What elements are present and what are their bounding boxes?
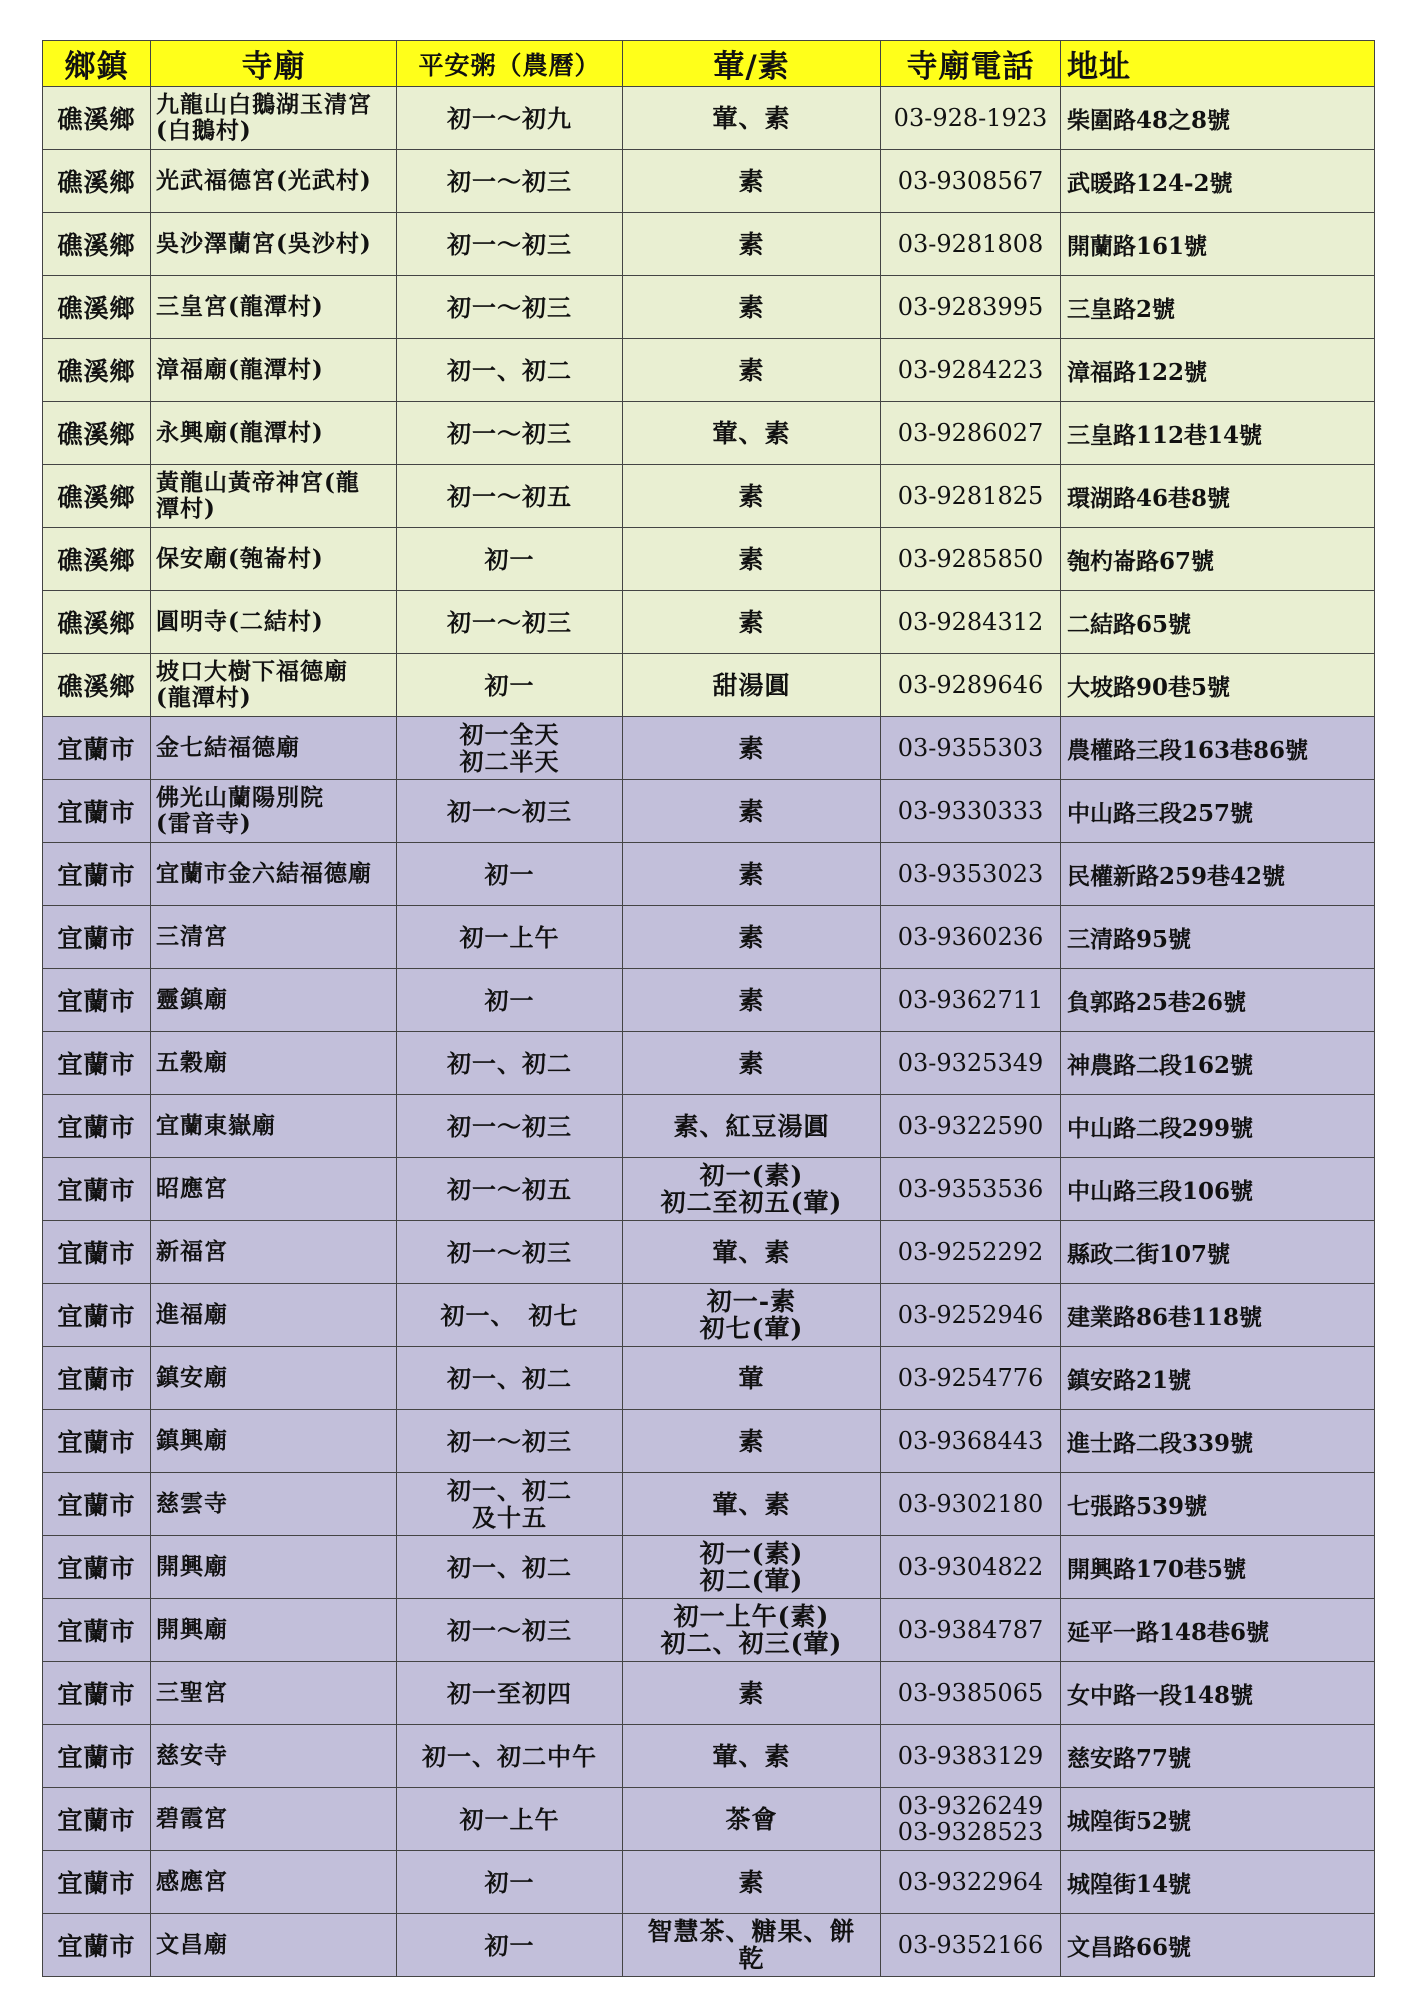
address-cell: 負郭路25巷26號 [1061,969,1375,1032]
table-row [43,1914,1375,1977]
porridge-date-cell: 初一 [397,1851,623,1914]
temple-cell: 漳福廟(龍潭村) [151,339,397,402]
temple-cell: 九龍山白鵝湖玉清宮 (白鵝村) [151,87,397,150]
porridge-date-cell: 初一～初五 [397,465,623,528]
food-type-cell: 素 [623,591,881,654]
porridge-date-cell: 初一～初三 [397,1221,623,1284]
header-food: 葷/素 [623,41,881,87]
address-cell: 柴圍路48之8號 [1061,87,1375,150]
town-cell: 礁溪鄉 [43,213,151,276]
porridge-date-cell: 初一、初二 [397,1347,623,1410]
table-row [43,1347,1375,1410]
town-cell: 宜蘭市 [43,1473,151,1536]
table-row [43,402,1375,465]
food-type-cell: 甜湯圓 [623,654,881,717]
table-row [43,1788,1375,1851]
address-cell: 進士路二段339號 [1061,1410,1375,1473]
phone-cell: 03-9368443 [881,1410,1061,1473]
temple-cell: 坡口大樹下福德廟 (龍潭村) [151,654,397,717]
food-type-cell: 素 [623,150,881,213]
temple-cell: 圓明寺(二結村) [151,591,397,654]
table-row [43,339,1375,402]
food-type-cell: 素 [623,1851,881,1914]
table-row [43,654,1375,717]
header-phone: 寺廟電話 [881,41,1061,87]
porridge-date-cell: 初一 [397,843,623,906]
temple-cell: 吳沙澤蘭宮(吳沙村) [151,213,397,276]
table-row [43,1032,1375,1095]
temple-cell: 黃龍山黃帝神宮(龍 潭村) [151,465,397,528]
temple-cell: 碧霞宮 [151,1788,397,1851]
table-row [43,843,1375,906]
temple-cell: 開興廟 [151,1599,397,1662]
address-cell: 神農路二段162號 [1061,1032,1375,1095]
porridge-date-cell: 初一～初三 [397,402,623,465]
address-cell: 三皇路2號 [1061,276,1375,339]
phone-cell: 03-9322590 [881,1095,1061,1158]
address-cell: 延平一路148巷6號 [1061,1599,1375,1662]
porridge-date-cell: 初一至初四 [397,1662,623,1725]
table-row [43,213,1375,276]
address-cell: 匏杓崙路67號 [1061,528,1375,591]
phone-cell: 03-9360236 [881,906,1061,969]
header-row [43,41,1375,87]
porridge-date-cell: 初一、初二 [397,1032,623,1095]
porridge-date-cell: 初一、 初七 [397,1284,623,1347]
table-row [43,780,1375,843]
food-type-cell: 葷、素 [623,402,881,465]
food-type-cell: 素 [623,339,881,402]
town-cell: 礁溪鄉 [43,528,151,591]
phone-cell: 03-9285850 [881,528,1061,591]
town-cell: 宜蘭市 [43,1158,151,1221]
town-cell: 礁溪鄉 [43,276,151,339]
food-type-cell: 初一(素) 初二至初五(葷) [623,1158,881,1221]
food-type-cell: 素 [623,276,881,339]
porridge-date-cell: 初一～初三 [397,1599,623,1662]
town-cell: 宜蘭市 [43,1032,151,1095]
table-row [43,717,1375,780]
header-town: 鄉鎮 [43,41,151,87]
address-cell: 城隍街52號 [1061,1788,1375,1851]
table-row [43,969,1375,1032]
temple-porridge-table [42,40,1375,1977]
temple-cell: 靈鎮廟 [151,969,397,1032]
phone-cell: 03-9383129 [881,1725,1061,1788]
phone-cell: 03-9284223 [881,339,1061,402]
table-row [43,1725,1375,1788]
food-type-cell: 茶會 [623,1788,881,1851]
phone-cell: 03-9353536 [881,1158,1061,1221]
town-cell: 宜蘭市 [43,1095,151,1158]
temple-cell: 慈雲寺 [151,1473,397,1536]
table-row [43,87,1375,150]
address-cell: 農權路三段163巷86號 [1061,717,1375,780]
phone-cell: 03-9384787 [881,1599,1061,1662]
town-cell: 礁溪鄉 [43,150,151,213]
address-cell: 慈安路77號 [1061,1725,1375,1788]
food-type-cell: 初一上午(素) 初二、初三(葷) [623,1599,881,1662]
porridge-date-cell: 初一～初三 [397,150,623,213]
phone-cell: 03-9362711 [881,969,1061,1032]
food-type-cell: 素 [623,1032,881,1095]
table-row [43,906,1375,969]
town-cell: 礁溪鄉 [43,339,151,402]
table-row [43,1410,1375,1473]
address-cell: 開興路170巷5號 [1061,1536,1375,1599]
address-cell: 三清路95號 [1061,906,1375,969]
porridge-date-cell: 初一上午 [397,906,623,969]
phone-cell: 03-9308567 [881,150,1061,213]
town-cell: 宜蘭市 [43,1347,151,1410]
food-type-cell: 葷、素 [623,1725,881,1788]
porridge-date-cell: 初一、初二 [397,1536,623,1599]
phone-cell: 03-9355303 [881,717,1061,780]
table-row [43,1095,1375,1158]
porridge-date-cell: 初一、初二中午 [397,1725,623,1788]
food-type-cell: 素 [623,906,881,969]
temple-cell: 保安廟(匏崙村) [151,528,397,591]
phone-cell: 03-9352166 [881,1914,1061,1977]
phone-cell: 03-9353023 [881,843,1061,906]
phone-cell: 03-9286027 [881,402,1061,465]
phone-cell: 03-9281825 [881,465,1061,528]
phone-cell: 03-928-1923 [881,87,1061,150]
porridge-date-cell: 初一 [397,1914,623,1977]
phone-cell: 03-9289646 [881,654,1061,717]
table-row [43,150,1375,213]
town-cell: 礁溪鄉 [43,591,151,654]
phone-cell: 03-9283995 [881,276,1061,339]
town-cell: 宜蘭市 [43,1221,151,1284]
address-cell: 環湖路46巷8號 [1061,465,1375,528]
food-type-cell: 葷、素 [623,1473,881,1536]
address-cell: 鎮安路21號 [1061,1347,1375,1410]
table-row [43,1536,1375,1599]
food-type-cell: 葷 [623,1347,881,1410]
address-cell: 開蘭路161號 [1061,213,1375,276]
phone-cell: 03-9254776 [881,1347,1061,1410]
porridge-date-cell: 初一 [397,969,623,1032]
table-row [43,591,1375,654]
food-type-cell: 素 [623,780,881,843]
food-type-cell: 素 [623,1410,881,1473]
temple-cell: 三清宮 [151,906,397,969]
town-cell: 礁溪鄉 [43,87,151,150]
address-cell: 二結路65號 [1061,591,1375,654]
food-type-cell: 葷、素 [623,87,881,150]
address-cell: 建業路86巷118號 [1061,1284,1375,1347]
address-cell: 中山路三段257號 [1061,780,1375,843]
town-cell: 礁溪鄉 [43,654,151,717]
temple-cell: 佛光山蘭陽別院 (雷音寺) [151,780,397,843]
phone-cell: 03-9252292 [881,1221,1061,1284]
temple-cell: 三聖宮 [151,1662,397,1725]
temple-cell: 宜蘭東嶽廟 [151,1095,397,1158]
town-cell: 宜蘭市 [43,1914,151,1977]
porridge-date-cell: 初一～初三 [397,591,623,654]
food-type-cell: 葷、素 [623,1221,881,1284]
phone-cell: 03-9322964 [881,1851,1061,1914]
table-row [43,1662,1375,1725]
porridge-date-cell: 初一～初三 [397,213,623,276]
temple-cell: 五穀廟 [151,1032,397,1095]
address-cell: 民權新路259巷42號 [1061,843,1375,906]
porridge-date-cell: 初一～初三 [397,1410,623,1473]
town-cell: 宜蘭市 [43,1662,151,1725]
porridge-date-cell: 初一、初二 [397,339,623,402]
address-cell: 中山路二段299號 [1061,1095,1375,1158]
header-date: 平安粥（農曆） [397,41,623,87]
address-cell: 三皇路112巷14號 [1061,402,1375,465]
porridge-date-cell: 初一～初九 [397,87,623,150]
temple-cell: 金七結福德廟 [151,717,397,780]
temple-cell: 進福廟 [151,1284,397,1347]
header-temple: 寺廟 [151,41,397,87]
table-row [43,1599,1375,1662]
temple-cell: 永興廟(龍潭村) [151,402,397,465]
town-cell: 宜蘭市 [43,780,151,843]
porridge-date-cell: 初一～初五 [397,1158,623,1221]
address-cell: 文昌路66號 [1061,1914,1375,1977]
food-type-cell: 初一(素) 初二(葷) [623,1536,881,1599]
porridge-date-cell: 初一～初三 [397,1095,623,1158]
town-cell: 礁溪鄉 [43,465,151,528]
town-cell: 宜蘭市 [43,1410,151,1473]
phone-cell: 03-9284312 [881,591,1061,654]
food-type-cell: 素 [623,1662,881,1725]
temple-cell: 鎮安廟 [151,1347,397,1410]
town-cell: 宜蘭市 [43,1788,151,1851]
table-row [43,1284,1375,1347]
food-type-cell: 素、紅豆湯圓 [623,1095,881,1158]
phone-cell: 03-9302180 [881,1473,1061,1536]
temple-cell: 宜蘭市金六結福德廟 [151,843,397,906]
header-address: 地址 [1061,41,1375,87]
temple-cell: 光武福德宮(光武村) [151,150,397,213]
address-cell: 大坡路90巷5號 [1061,654,1375,717]
phone-cell: 03-9326249 03-9328523 [881,1788,1061,1851]
porridge-date-cell: 初一～初三 [397,276,623,339]
town-cell: 宜蘭市 [43,969,151,1032]
address-cell: 城隍街14號 [1061,1851,1375,1914]
address-cell: 七張路539號 [1061,1473,1375,1536]
temple-cell: 鎮興廟 [151,1410,397,1473]
temple-cell: 感應宮 [151,1851,397,1914]
address-cell: 漳福路122號 [1061,339,1375,402]
table-row [43,465,1375,528]
phone-cell: 03-9281808 [881,213,1061,276]
temple-cell: 三皇宮(龍潭村) [151,276,397,339]
address-cell: 中山路三段106號 [1061,1158,1375,1221]
town-cell: 宜蘭市 [43,1725,151,1788]
address-cell: 縣政二街107號 [1061,1221,1375,1284]
food-type-cell: 素 [623,717,881,780]
table-row [43,528,1375,591]
food-type-cell: 智慧茶、糖果、餅 乾 [623,1914,881,1977]
food-type-cell: 素 [623,465,881,528]
table-row [43,1221,1375,1284]
food-type-cell: 素 [623,969,881,1032]
temple-cell: 文昌廟 [151,1914,397,1977]
phone-cell: 03-9385065 [881,1662,1061,1725]
town-cell: 宜蘭市 [43,906,151,969]
address-cell: 武暖路124-2號 [1061,150,1375,213]
temple-cell: 新福宮 [151,1221,397,1284]
temple-cell: 昭應宮 [151,1158,397,1221]
table-row [43,1473,1375,1536]
town-cell: 宜蘭市 [43,1536,151,1599]
town-cell: 宜蘭市 [43,1599,151,1662]
porridge-date-cell: 初一、初二 及十五 [397,1473,623,1536]
town-cell: 宜蘭市 [43,1284,151,1347]
temple-cell: 慈安寺 [151,1725,397,1788]
address-cell: 女中路一段148號 [1061,1662,1375,1725]
temple-cell: 開興廟 [151,1536,397,1599]
porridge-date-cell: 初一全天 初二半天 [397,717,623,780]
town-cell: 礁溪鄉 [43,402,151,465]
food-type-cell: 素 [623,843,881,906]
town-cell: 宜蘭市 [43,1851,151,1914]
phone-cell: 03-9330333 [881,780,1061,843]
porridge-date-cell: 初一 [397,654,623,717]
phone-cell: 03-9325349 [881,1032,1061,1095]
porridge-date-cell: 初一～初三 [397,780,623,843]
town-cell: 宜蘭市 [43,717,151,780]
table-row [43,1851,1375,1914]
table-row [43,276,1375,339]
porridge-date-cell: 初一上午 [397,1788,623,1851]
phone-cell: 03-9252946 [881,1284,1061,1347]
food-type-cell: 素 [623,528,881,591]
food-type-cell: 初一-素 初七(葷) [623,1284,881,1347]
phone-cell: 03-9304822 [881,1536,1061,1599]
food-type-cell: 素 [623,213,881,276]
table-row [43,1158,1375,1221]
porridge-date-cell: 初一 [397,528,623,591]
town-cell: 宜蘭市 [43,843,151,906]
